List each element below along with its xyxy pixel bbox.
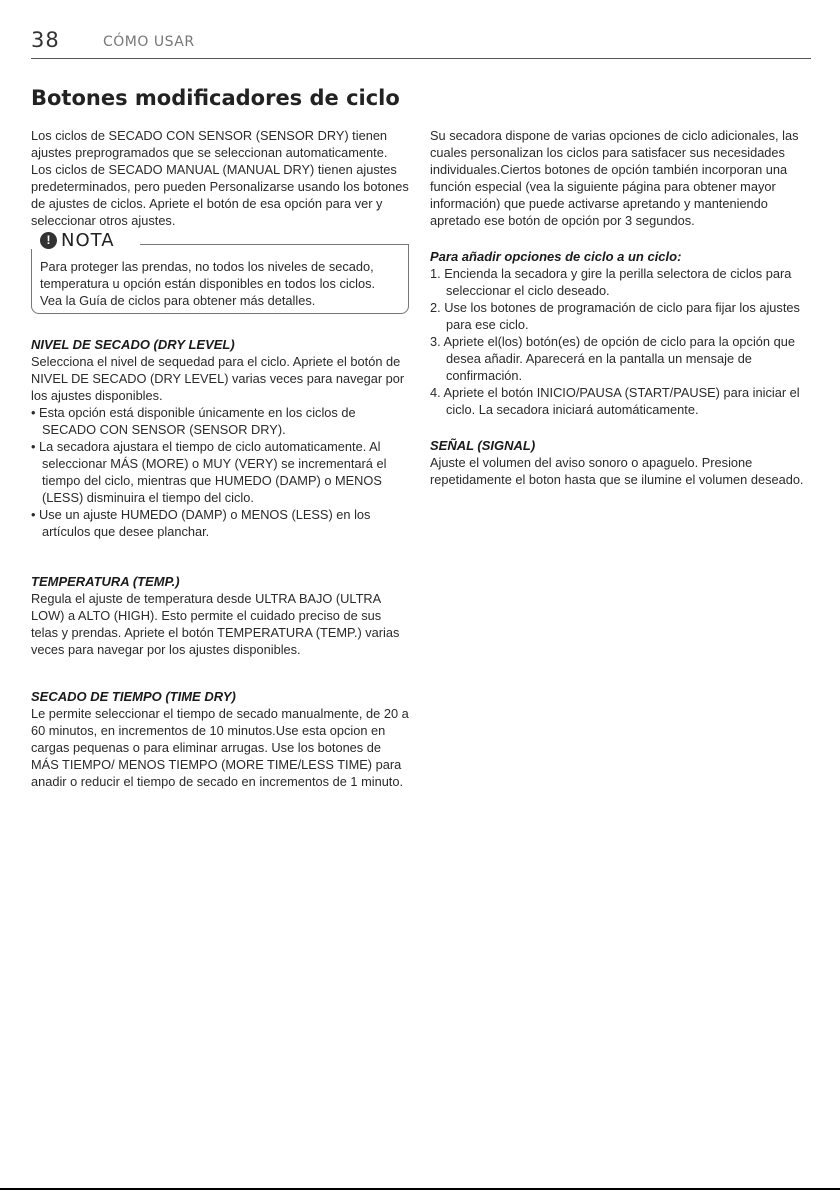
right-intro-paragraph: Su secadora dispone de varias opciones de ciclo adicionales, las cuales personalizan los ciclos para satisfacer sus necesidades individuales.Ciertos botones de opción también incorporan una función especial (vea la siguiente página para obtener mayor información) que puede activarse apretando y manteniendo apretado ese botón de opción por 3 segundos. (430, 128, 799, 228)
time-dry-text: Le permite seleccionar el tiempo de secado manualmente, de 20 a 60 minutos, en incrementos de 10 minutos.Use esta opcion en cargas pequenas o para eliminar arrugas. Use los botones de MÁS TIEMPO/ MENOS TIEMPO (MORE TIME/LESS TIME) para anadir o reducir el tiempo de secado en incrementos de 1 minuto. (31, 706, 409, 789)
add-options-heading: Para añadir opciones de ciclo a un ciclo: (430, 249, 682, 264)
add-options-steps (430, 265, 808, 418)
list-item: 1. Encienda la secadora y gire la perilla selectora de ciclos para seleccionar el ciclo deseado. (430, 266, 792, 298)
note-label: NOTA (61, 230, 115, 251)
page-header (31, 28, 811, 59)
time-dry-heading: SECADO DE TIEMPO (TIME DRY) (31, 689, 236, 704)
section-title: CÓMO USAR (103, 34, 195, 50)
temp-heading: TEMPERATURA (TEMP.) (31, 574, 180, 589)
intro-paragraph: Los ciclos de SECADO CON SENSOR (SENSOR DRY) tienen ajustes preprogramados que se seleccionan automaticamente. Los ciclos de SECADO MANUAL (MANUAL DRY) tienen ajustes predeterminados, pero pueden Personalizarse usando los botones de ajustes de ciclos. Apriete el botón de esa opción para ver y seleccionar otros ajustes. (31, 128, 409, 228)
left-column (31, 127, 409, 790)
list-item: 4. Apriete el botón INICIO/PAUSA (START/PAUSE) para iniciar el ciclo. La secadora iniciará automáticamente. (430, 385, 800, 417)
note-header (30, 232, 121, 249)
list-item: 3. Apriete el(los) botón(es) de opción de ciclo para la opción que desea añadir. Aparecerá en la pantalla un mensaje de confirmación. (430, 334, 795, 383)
page-number: 38 (31, 28, 60, 52)
page-title: Botones modificadores de ciclo (31, 86, 400, 110)
list-item: • La secadora ajustara el tiempo de ciclo automaticamente. Al seleccionar MÁS (MORE) o MUY (VERY) se incrementará el tiempo del ciclo, mientras que HUMEDO (DAMP) o MENOS (LESS) disminuira el tiempo del ciclo. (31, 439, 387, 505)
dry-level-text: Selecciona el nivel de sequedad para el ciclo. Apriete el botón de NIVEL DE SECADO (DRY LEVEL) varias veces para navegar por los ajustes disponibles. (31, 354, 405, 403)
temp-text: Regula el ajuste de temperatura desde ULTRA BAJO (ULTRA LOW) a ALTO (HIGH). Esto permite el cuidado preciso de sus telas y prendas. Apriete el botón TEMPERATURA (TEMP.) varias veces para navegar por los ajustes disponibles. (31, 591, 400, 657)
list-item: • Esta opción está disponible únicamente en los ciclos de SECADO CON SENSOR (SENSOR DRY). (31, 405, 356, 437)
info-icon: ! (40, 232, 57, 249)
signal-text: Ajuste el volumen del aviso sonoro o apaguelo. Presione repetidamente el boton hasta que se ilumine el volumen deseado. (430, 455, 804, 487)
list-item: • Use un ajuste HUMEDO (DAMP) o MENOS (LESS) en los artículos que desee planchar. (31, 507, 371, 539)
list-item: 2. Use los botones de programación de ciclo para fijar los ajustes para ese ciclo. (430, 300, 800, 332)
right-column (430, 127, 808, 488)
dry-level-bullets (31, 404, 409, 540)
note-rule (140, 244, 408, 245)
note-box (31, 230, 409, 314)
dry-level-heading: NIVEL DE SECADO (DRY LEVEL) (31, 337, 235, 352)
note-text: Para proteger las prendas, no todos los niveles de secado, temperatura u opción están disponibles en todos los ciclos. Vea la Guía de ciclos para obtener más detalles. (40, 259, 376, 308)
page-bottom-rule (0, 1188, 840, 1190)
signal-heading: SEÑAL (SIGNAL) (430, 438, 536, 453)
